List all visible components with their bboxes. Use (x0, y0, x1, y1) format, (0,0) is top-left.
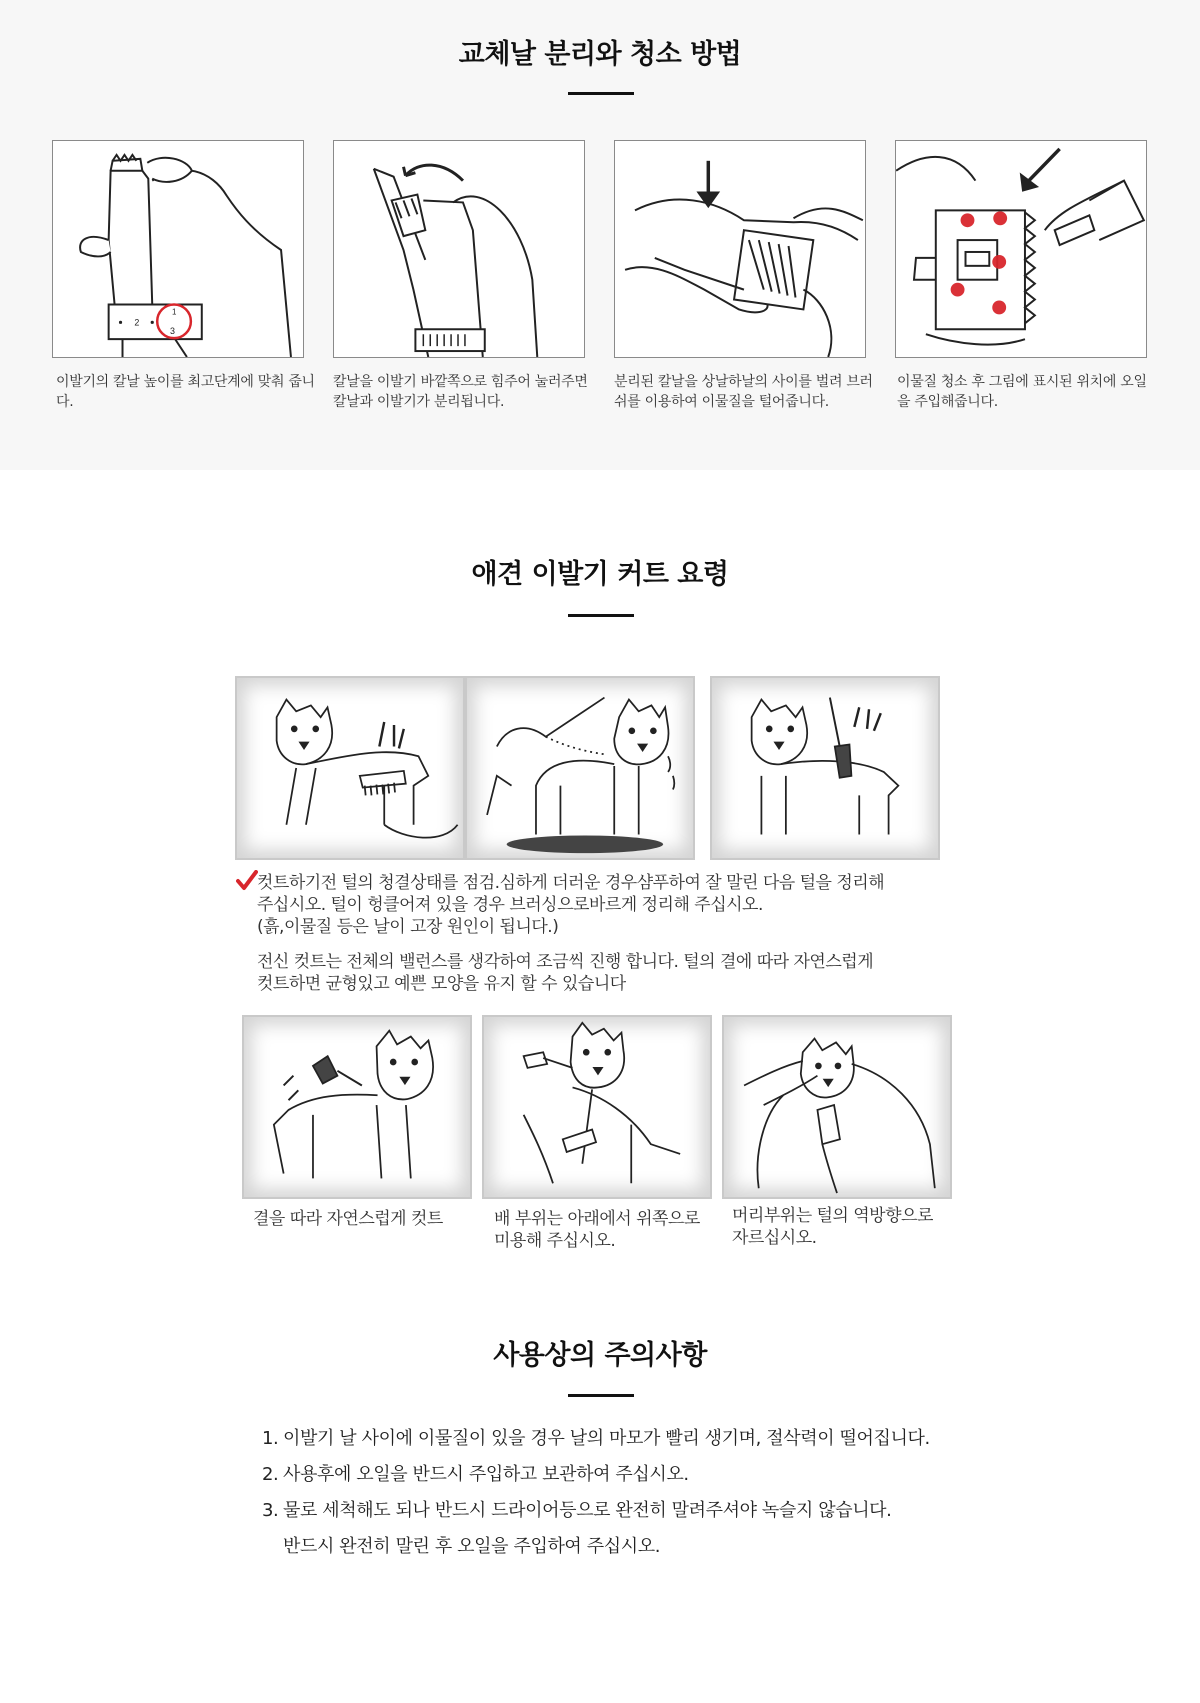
precaution-item-3-continuation: 반드시 완전히 말린 후 오일을 주입하여 주십시오. (283, 1536, 661, 1557)
dog-follow-grain-illustration (242, 1015, 472, 1199)
balance-line-1: 전신 컷트는 전체의 밸런스를 생각하여 조금씩 진행 합니다. 털의 결에 따라 자연스럽게 (257, 952, 874, 972)
caption-head-line-1: 머리부위는 털의 역방향으로 (732, 1206, 933, 1226)
caption-belly-line-1: 배 부위는 아래에서 위쪽으로 (494, 1209, 700, 1229)
dog-shampoo-illustration (465, 676, 695, 860)
step-2-illustration (333, 140, 585, 358)
section-title-blade-cleaning: 교체날 분리와 청소 방법 (458, 39, 742, 70)
check-line-2: 주십시오. 털이 헝클어져 있을 경우 브러싱으로바르게 정리해 주십시오. (257, 895, 763, 915)
check-line-3: (흙,이물질 등은 날이 고장 원인이 됩니다.) (257, 917, 559, 937)
caption-head-line-2: 자르십시오. (732, 1228, 817, 1248)
caption-follow-grain: 결을 따라 자연스럽게 컷트 (253, 1209, 443, 1229)
section-title-precautions: 사용상의 주의사항 (493, 1340, 707, 1371)
dial-number: 3 (170, 326, 176, 337)
step-1-caption: 이발기의 칼날 높이를 최고단계에 맞춰 줍니다. (56, 374, 315, 410)
precautions-list (262, 1421, 930, 1565)
precaution-item-3: 3. 물로 세척해도 되나 반드시 드라이어등으로 완전히 말려주셔야 녹슬지 않습니다. (262, 1500, 892, 1521)
step-4-caption: 이물질 청소 후 그림에 표시된 위치에 오일을 주입해줍니다. (897, 374, 1147, 410)
step-2-caption: 칼날을 이발기 바깥쪽으로 힘주어 눌러주면 칼날과 이발기가 분리됩니다. (333, 374, 588, 410)
precaution-item-2: 2. 사용후에 오일을 반드시 주입하고 보관하여 주십시오. (262, 1464, 689, 1485)
dial-number: 2 (134, 317, 140, 328)
precaution-item-1: 1. 이발기 날 사이에 이물질이 있을 경우 날의 마모가 빨리 생기며, 절삭력이 떨어집니다. (262, 1428, 930, 1449)
check-line-1: 컷트하기전 털의 청결상태를 점검.심하게 더러운 경우샴푸하여 잘 말린 다음 털을 정리해 (257, 873, 885, 893)
title-underline (568, 92, 634, 95)
balance-line-2: 컷트하면 균형있고 예쁜 모양을 유지 할 수 있습니다 (257, 974, 626, 994)
red-checkmark-icon (236, 870, 258, 892)
step-3-caption: 분리된 칼날을 상날하날의 사이를 벌려 브러쉬를 이용하여 이물질을 털어줍니다. (614, 374, 873, 410)
dog-belly-clipping-illustration (482, 1015, 712, 1199)
step-3-illustration (614, 140, 866, 358)
dog-clipping-back-illustration (710, 676, 940, 860)
step-4-illustration (895, 140, 1147, 358)
step-1-illustration (52, 140, 304, 358)
title-underline (568, 614, 634, 617)
section-title-cutting-tips: 애견 이발기 커트 요령 (471, 559, 729, 590)
dog-head-clipping-illustration (722, 1015, 952, 1199)
dog-brushing-illustration (235, 676, 465, 860)
caption-belly-line-2: 미용해 주십시오. (494, 1231, 616, 1251)
title-underline (568, 1394, 634, 1397)
dial-number: 1 (172, 307, 177, 317)
